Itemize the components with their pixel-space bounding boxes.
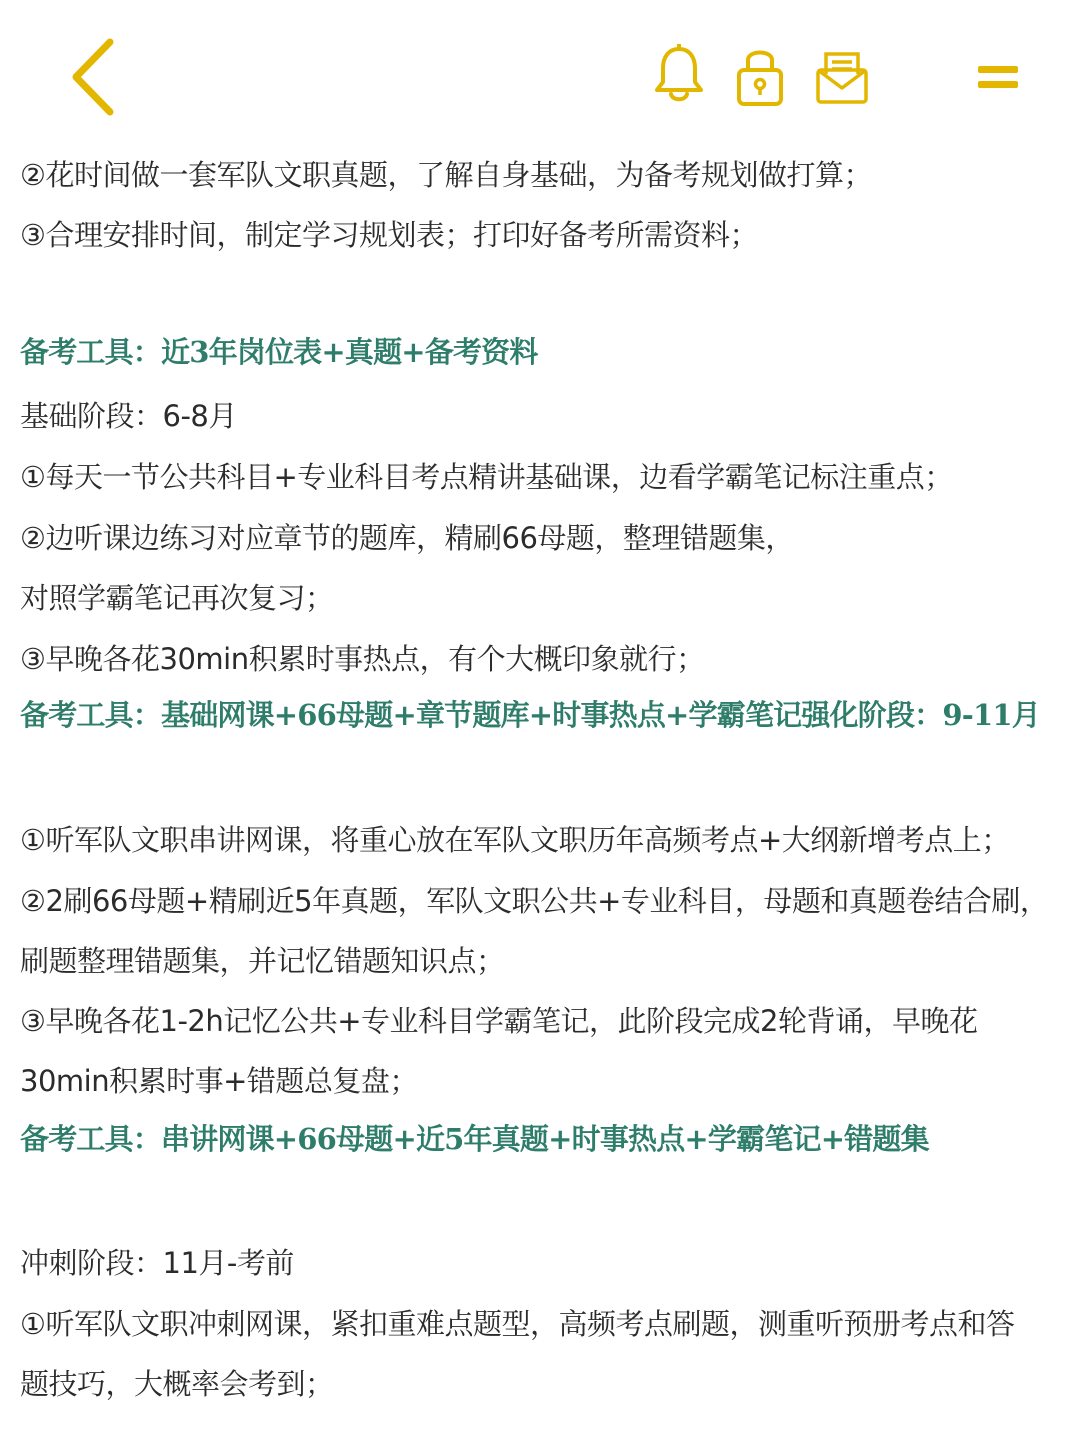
stage-heading: 冲刺阶段：11月-考前 [20, 1246, 294, 1280]
menu-icon[interactable] [976, 62, 1020, 92]
text-line: ③早晚各花1-2h记忆公共+专业科目学霸笔记，此阶段完成2轮背诵，早晚花 [20, 1004, 978, 1038]
tools-heading: 备考工具：近3年岗位表+真题+备考资料 [20, 335, 538, 369]
text-line: 30min积累时事+错题总复盘； [20, 1064, 418, 1098]
text-line: ③早晚各花30min积累时事热点，有个大概印象就行； [20, 642, 705, 676]
bell-icon[interactable] [652, 44, 706, 106]
text-line: ①每天一节公共科目+专业科目考点精讲基础课，边看学霸笔记标注重点； [20, 460, 953, 494]
tools-heading: 备考工具：串讲网课+66母题+近5年真题+时事热点+学霸笔记+错题集 [20, 1122, 929, 1156]
mail-icon[interactable] [814, 48, 870, 106]
text-line: 刷题整理错题集，并记忆错题知识点； [20, 944, 505, 978]
text-line: ①听军队文职冲刺网课，紧扣重难点题型，高频考点刷题，测重听预册考点和答 [20, 1307, 1015, 1341]
tools-heading: 备考工具：基础网课+66母题+章节题库+时事热点+学霸笔记强化阶段：9-11月 [20, 698, 1040, 732]
text-line: ②边听课边练习对应章节的题库，精刷66母题，整理错题集， [20, 521, 794, 555]
lock-icon[interactable] [736, 44, 784, 108]
text-line: ②2刷66母题+精刷近5年真题，军队文职公共+专业科目，母题和真题卷结合刷， [20, 884, 1049, 918]
text-line: ③合理安排时间，制定学习规划表；打印好备考所需资料； [20, 218, 758, 252]
stage-heading: 基础阶段：6-8月 [20, 399, 237, 433]
text-line: ①听军队文职串讲网课，将重心放在军队文职历年高频考点+大纲新增考点上； [20, 823, 1010, 857]
text-line: ②花时间做一套军队文职真题，了解自身基础，为备考规划做打算； [20, 158, 872, 192]
top-toolbar [0, 0, 1080, 140]
text-line: 对照学霸笔记再次复习； [20, 581, 334, 615]
text-line: 题技巧，大概率会考到； [20, 1367, 334, 1401]
back-arrow-icon[interactable] [66, 38, 118, 116]
